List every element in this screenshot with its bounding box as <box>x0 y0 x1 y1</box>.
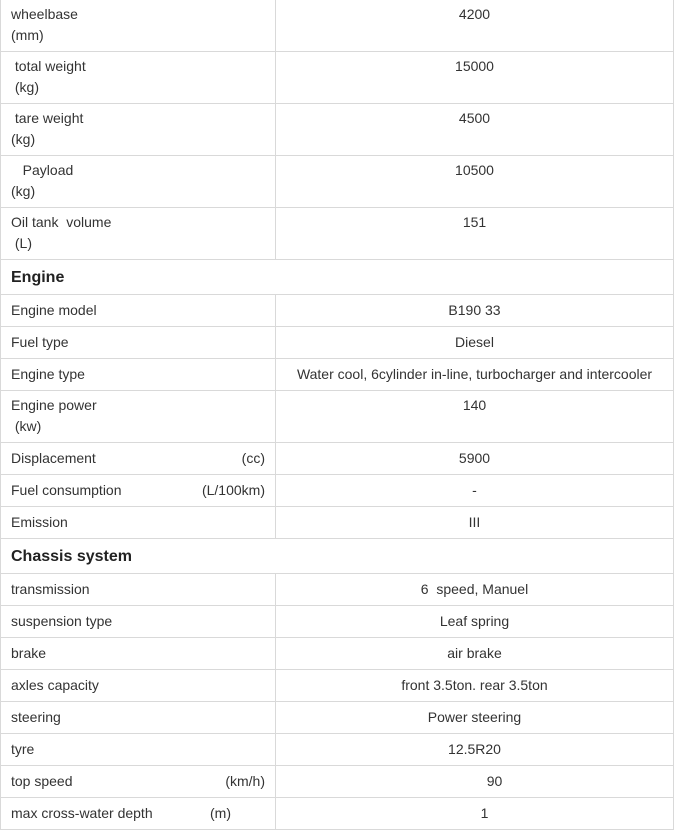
table-row <box>1 702 674 734</box>
label-unit: (cc) <box>241 450 265 466</box>
section-title: Engine <box>1 260 674 295</box>
row-label <box>1 104 276 156</box>
table-row <box>1 670 674 702</box>
label-text: Fuel consumption <box>11 482 122 498</box>
section-header-chassis <box>1 539 674 574</box>
row-value: 151 <box>276 208 674 260</box>
row-label: transmission <box>1 574 276 606</box>
label-unit: (kg) <box>11 131 36 147</box>
row-value: Diesel <box>276 327 674 359</box>
row-label: brake <box>1 638 276 670</box>
label-flex <box>11 803 265 824</box>
row-value: Leaf spring <box>276 606 674 638</box>
label-line: Oil tank volume <box>11 214 112 230</box>
table-row <box>1 766 674 798</box>
label-text: Displacement <box>11 450 96 466</box>
row-value: III <box>276 507 674 539</box>
row-label: Engine model <box>1 295 276 327</box>
table-row <box>1 507 674 539</box>
label-unit: (km/h) <box>225 773 265 789</box>
label-line: Payload <box>11 162 74 178</box>
table-row <box>1 327 674 359</box>
row-label: axles capacity <box>1 670 276 702</box>
row-value: 6 speed, Manuel <box>276 574 674 606</box>
table-row <box>1 359 674 391</box>
label-unit: (kg) <box>11 183 36 199</box>
table-row <box>1 156 674 208</box>
table-row <box>1 606 674 638</box>
row-label: steering <box>1 702 276 734</box>
row-label <box>1 156 276 208</box>
row-label: suspension type <box>1 606 276 638</box>
label-unit: (kw) <box>11 418 42 434</box>
table-row <box>1 391 674 443</box>
label-line: total weight <box>11 58 86 74</box>
label-line: wheelbase <box>11 6 78 22</box>
row-label <box>1 52 276 104</box>
row-value: air brake <box>276 638 674 670</box>
row-label <box>1 391 276 443</box>
table-row <box>1 208 674 260</box>
label-flex <box>11 448 265 469</box>
row-value: 15000 <box>276 52 674 104</box>
row-label <box>1 443 276 475</box>
label-unit: (kg) <box>11 79 39 95</box>
table-row <box>1 0 674 52</box>
row-value: 1 <box>276 798 674 830</box>
row-label: tyre <box>1 734 276 766</box>
table-row <box>1 574 674 606</box>
label-text: max cross-water depth <box>11 805 153 821</box>
label-text: top speed <box>11 773 73 789</box>
label-line: Engine power <box>11 397 97 413</box>
row-label <box>1 798 276 830</box>
row-value: 5900 <box>276 443 674 475</box>
row-value: front 3.5ton. rear 3.5ton <box>276 670 674 702</box>
label-unit: (m) <box>210 805 231 821</box>
label-unit: (mm) <box>11 27 44 43</box>
row-label: Fuel type <box>1 327 276 359</box>
label-unit: (L/100km) <box>201 482 265 498</box>
table-row <box>1 638 674 670</box>
row-label: Emission <box>1 507 276 539</box>
row-value: Power steering <box>276 702 674 734</box>
table-row <box>1 443 674 475</box>
table-row <box>1 734 674 766</box>
table-row <box>1 475 674 507</box>
row-value: Water cool, 6cylinder in-line, turbocharger and intercooler <box>276 359 674 391</box>
row-label: Engine type <box>1 359 276 391</box>
table-row <box>1 798 674 830</box>
label-flex <box>11 771 265 792</box>
row-label <box>1 475 276 507</box>
table-row <box>1 52 674 104</box>
row-value: 12.5R20 <box>276 734 674 766</box>
label-flex <box>11 480 265 501</box>
label-line: tare weight <box>11 110 84 126</box>
label-unit: (L) <box>11 235 32 251</box>
row-value: 4200 <box>276 0 674 52</box>
table-row <box>1 295 674 327</box>
row-value: 10500 <box>276 156 674 208</box>
section-header-engine <box>1 260 674 295</box>
row-label <box>1 766 276 798</box>
row-value: B190 33 <box>276 295 674 327</box>
row-value: 4500 <box>276 104 674 156</box>
row-value: 90 <box>276 766 674 798</box>
row-value: 140 <box>276 391 674 443</box>
row-label <box>1 0 276 52</box>
row-label <box>1 208 276 260</box>
table-row <box>1 104 674 156</box>
row-value: - <box>276 475 674 507</box>
section-title: Chassis system <box>1 539 674 574</box>
